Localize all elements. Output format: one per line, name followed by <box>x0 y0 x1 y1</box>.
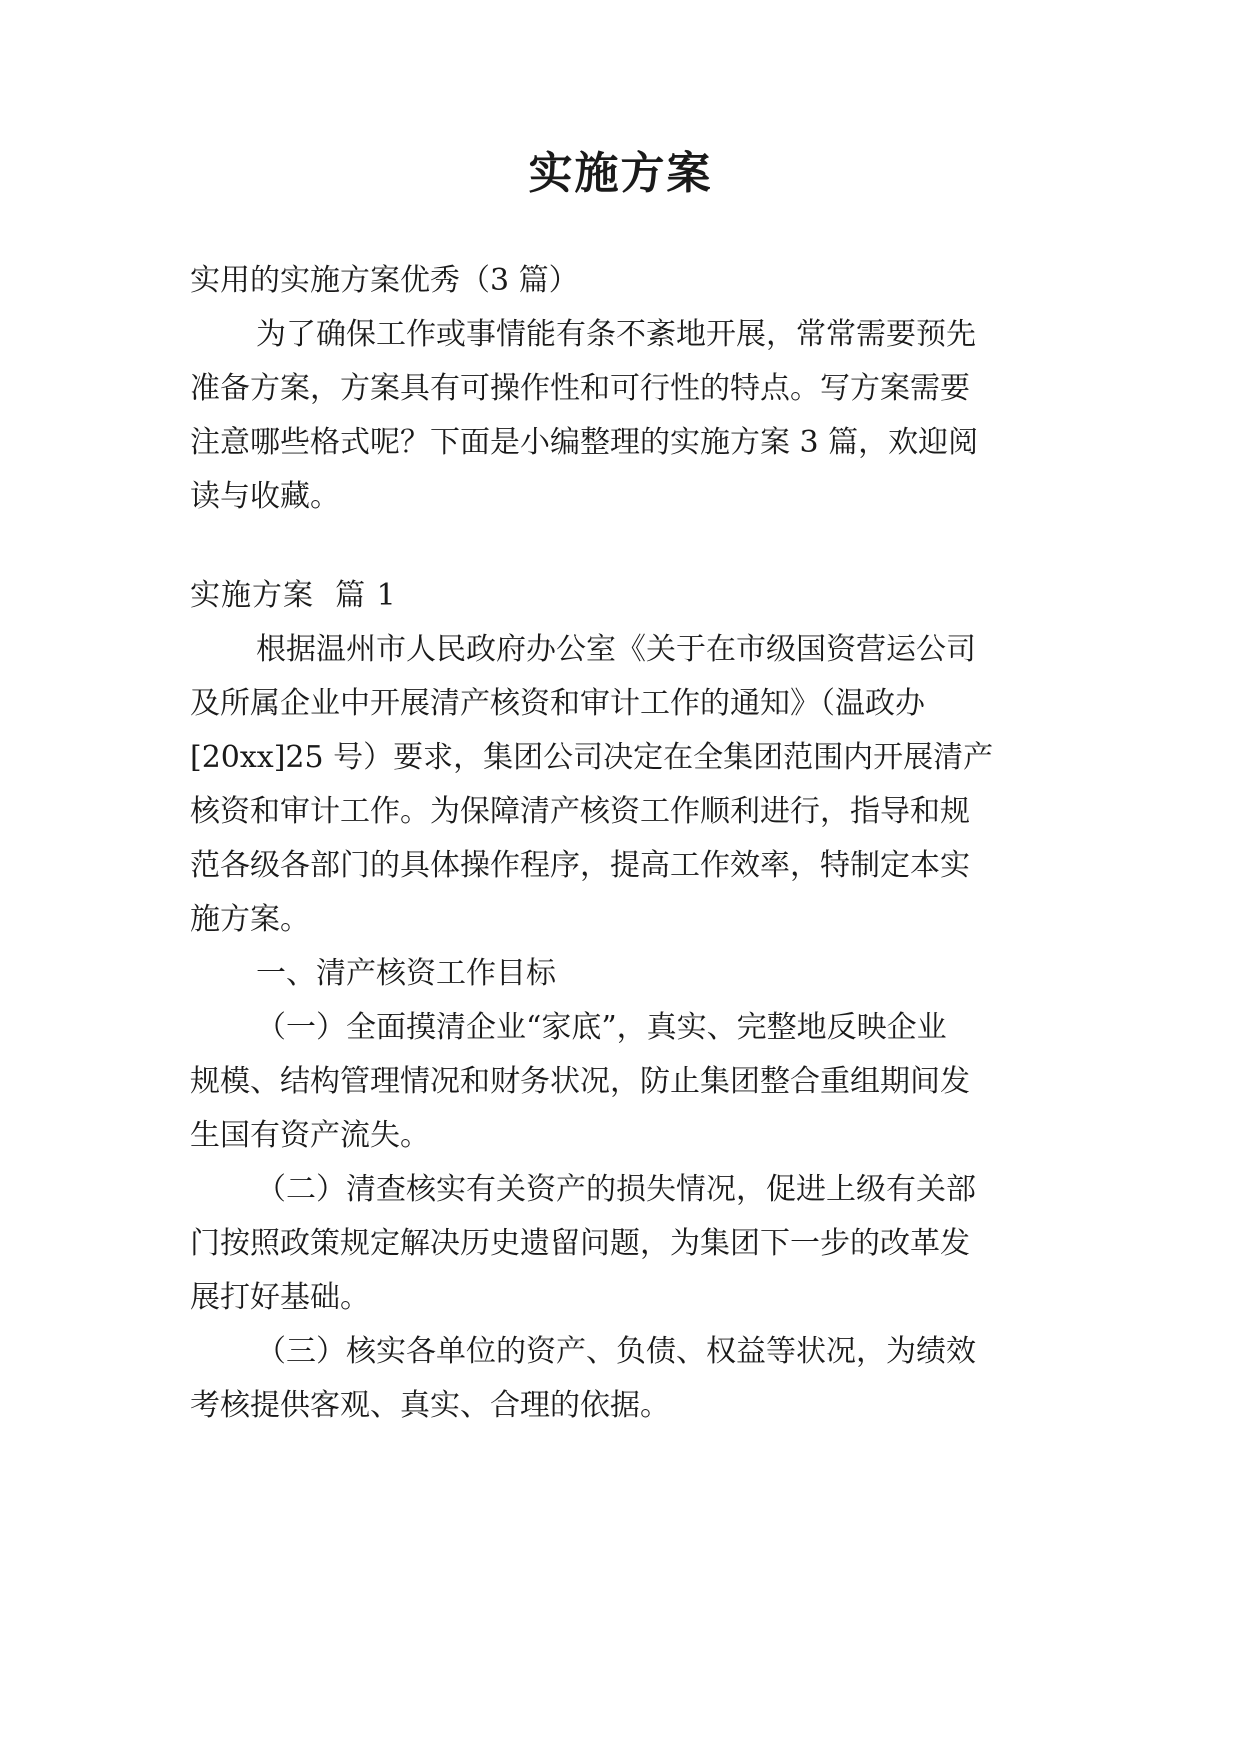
section-heading <box>190 569 1050 623</box>
item-3 <box>190 1325 1050 1433</box>
paragraph-line: 施方案。 <box>190 902 310 937</box>
item-line: （一）全面摸清企业“家底”，真实、完整地反映企业 <box>256 1010 947 1045</box>
intro-paragraph <box>190 308 1050 524</box>
item-line: 考核提供客观、真实、合理的依据。 <box>190 1388 670 1423</box>
item-line: 生国有资产流失。 <box>190 1118 430 1153</box>
heading-line: 一、清产核资工作目标 <box>256 956 556 991</box>
intro-line: 读与收藏。 <box>190 479 340 514</box>
paragraph-line: 及所属企业中开展清产核资和审计工作的通知》（温政办 <box>190 686 925 721</box>
paragraph-line: 根据温州市人民政府办公室《关于在市级国资营运公司 <box>256 632 976 667</box>
item-2 <box>190 1163 1050 1325</box>
document-subtitle <box>190 254 1050 308</box>
item-line: 规模、结构管理情况和财务状况，防止集团整合重组期间发 <box>190 1064 970 1099</box>
section-heading-line: 实施方案 篇 1 <box>190 578 397 613</box>
intro-line: 准备方案，方案具有可操作性和可行性的特点。写方案需要 <box>190 371 970 406</box>
intro-line: 注意哪些格式呢？下面是小编整理的实施方案 3 篇，欢迎阅 <box>190 425 979 460</box>
intro-line: 为了确保工作或事情能有条不紊地开展，常常需要预先 <box>256 317 976 352</box>
item-line: （二）清查核实有关资产的损失情况，促进上级有关部 <box>256 1172 976 1207</box>
paragraph-line: 核资和审计工作。为保障清产核资工作顺利进行，指导和规 <box>190 794 970 829</box>
subtitle-line: 实用的实施方案优秀（3 篇） <box>190 263 579 298</box>
item-line: 门按照政策规定解决历史遗留问题，为集团下一步的改革发 <box>190 1226 970 1261</box>
item-line: （三）核实各单位的资产、负债、权益等状况，为绩效 <box>256 1334 976 1369</box>
heading-goals <box>190 947 1050 1001</box>
paragraph-1 <box>190 623 1050 947</box>
paragraph-line: 范各级各部门的具体操作程序，提高工作效率，特制定本实 <box>190 848 970 883</box>
paragraph-line: [20xx]25 号）要求，集团公司决定在全集团范围内开展清产 <box>190 740 994 775</box>
page-title: 实施方案 <box>528 148 713 199</box>
item-1 <box>190 1001 1050 1163</box>
item-line: 展打好基础。 <box>190 1280 370 1315</box>
